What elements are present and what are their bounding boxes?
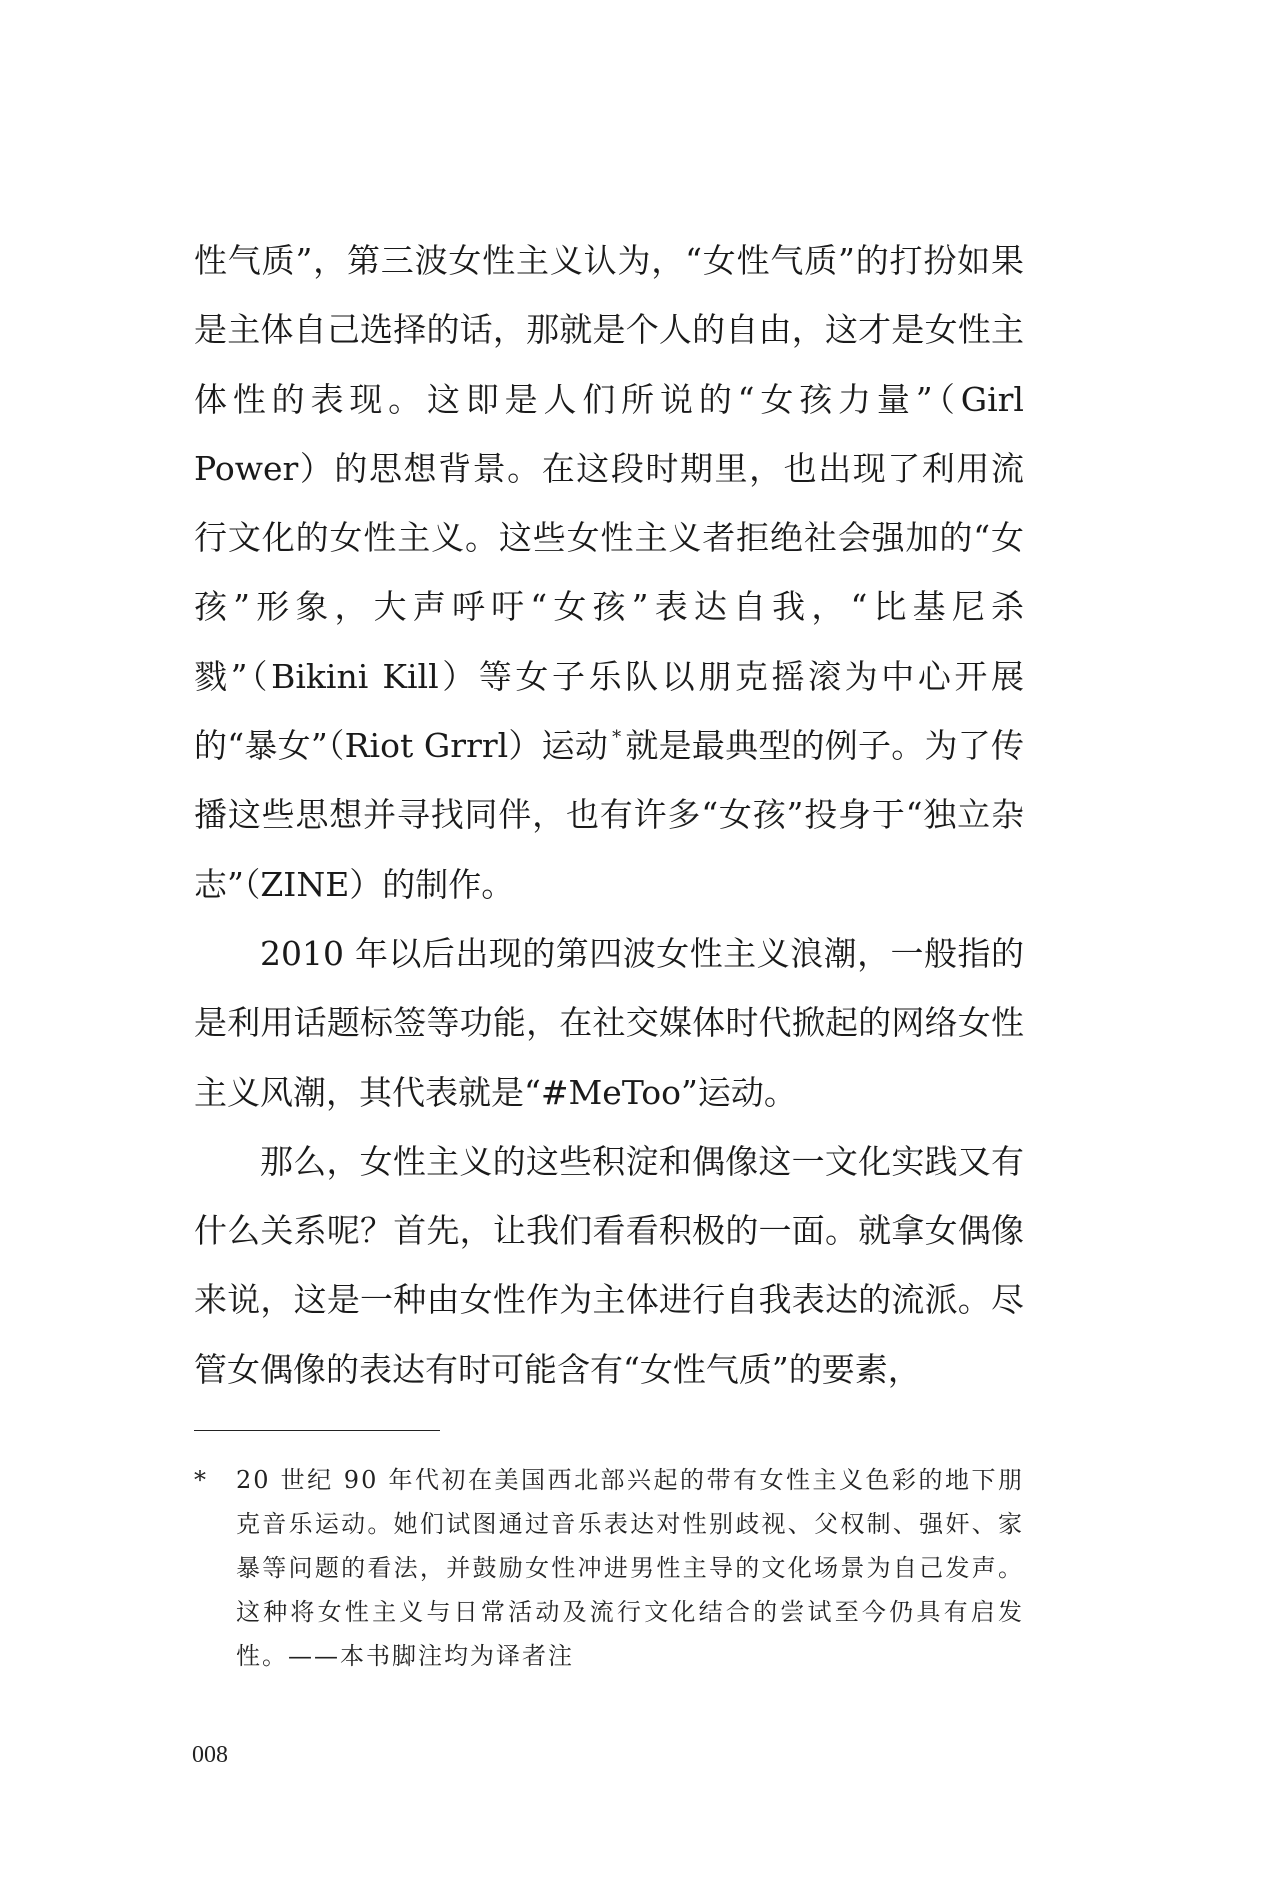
footnote — [194, 1458, 1024, 1678]
page-number: 008 — [192, 1742, 228, 1768]
footnote-divider — [194, 1430, 440, 1431]
paragraph-3: 那么，女性主义的这些积淀和偶像这一文化实践又有什么关系呢？首先，让我们看看积极的一面。就拿女偶像来说，这是一种由女性作为主体进行自我表达的流派。尽管女偶像的表达有时可能含有“女性气质”的要素， — [194, 1141, 1024, 1389]
footnote-text: 20 世纪 90 年代初在美国西北部兴起的带有女性主义色彩的地下朋克音乐运动。她们试图通过音乐表达对性别歧视、父权制、强奸、家暴等问题的看法，并鼓励女性冲进男性主导的文化场景为自己发声。这种将女性主义与日常活动及流行文化结合的尝试至今仍具有启发性。——本书脚注均为译者注 — [236, 1466, 1024, 1670]
paragraph-1-text-cont: 就是最典型的例子。为了传播这些思想并寻找同伴，也有许多“女孩”投身于“独立杂志”（ZINE）的制作。 — [194, 726, 1024, 904]
paragraph-2: 2010 年以后出现的第四波女性主义浪潮，一般指的是利用话题标签等功能，在社交媒体时代掀起的网络女性主义风潮，其代表就是“#MeToo”运动。 — [194, 933, 1024, 1112]
paragraph-1-text: 性气质”，第三波女性主义认为，“女性气质”的打扮如果是主体自己选择的话，那就是个人的自由，这才是女性主体性的表现。这即是人们所说的“女孩力量”（Girl Power）的思想背景。在这段时期里，也出现了利用流行文化的女性主义。这些女性主义者拒绝社会强加的“女孩”形象，大声呼吁“女孩”表达自我，“比基尼杀戮”（Bikini Kill）等女子乐队以朋克摇滚为中心开展的“暴女”（Riot Grrrl）运动 — [194, 241, 1024, 766]
paragraph-1 — [194, 226, 1024, 919]
footnote-reference: * — [612, 727, 622, 749]
main-text — [194, 226, 1024, 1404]
footnote-marker: * — [194, 1466, 208, 1494]
